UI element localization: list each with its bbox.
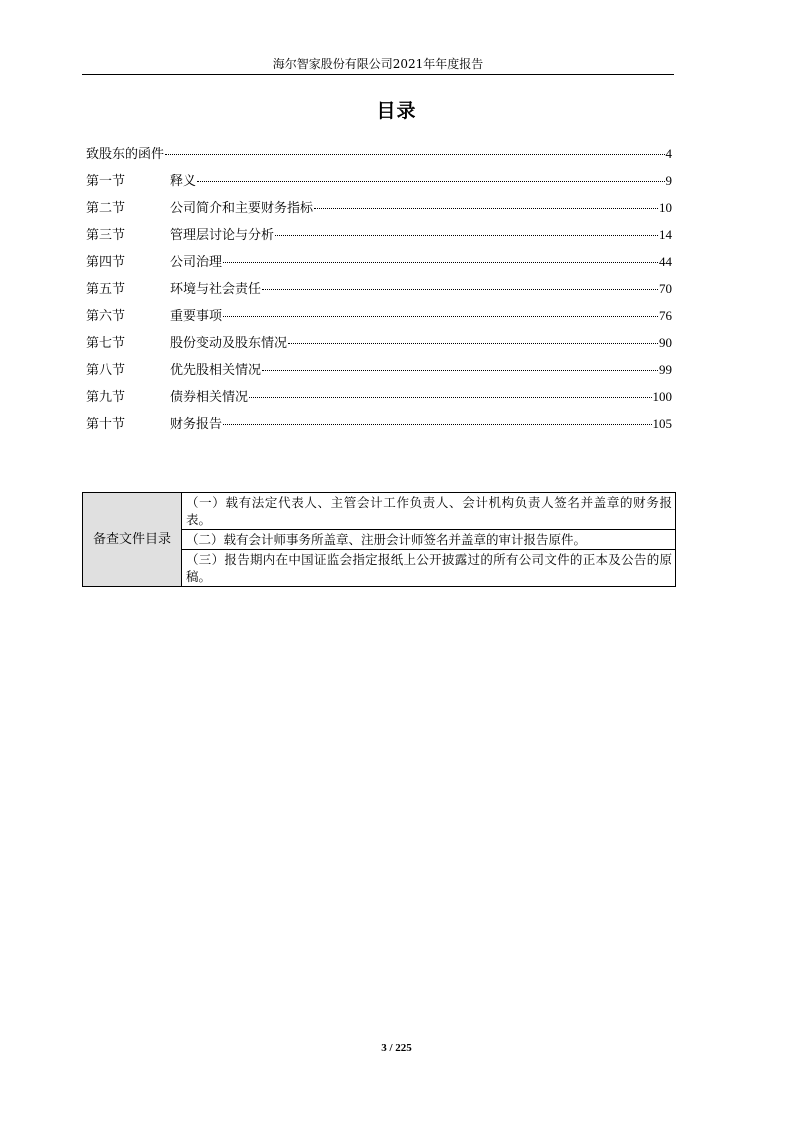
toc-leader-dots [262,370,658,371]
table-row [83,493,676,530]
toc-leader-dots [249,397,651,398]
table-of-contents [86,145,672,442]
toc-entry-page: 10 [659,200,672,215]
toc-entry[interactable] [86,388,672,415]
toc-entry-title: 财务报告 [170,417,223,432]
page-number: 3 / 225 [381,1042,412,1054]
toc-entry-page: 70 [659,281,672,296]
page-header [82,54,674,75]
toc-leader-dots [262,289,658,290]
toc-leader-dots [223,316,658,317]
toc-entry-title: 致股东的函件 [86,147,165,162]
toc-entry[interactable] [86,307,672,334]
toc-entry[interactable] [86,280,672,307]
toc-entry-title: 优先股相关情况 [170,363,262,378]
reference-documents-label: 备查文件目录 [83,493,182,587]
toc-entry-title: 释义 [170,174,197,189]
toc-entry-section: 第二节 [86,201,126,216]
toc-entry-title: 债券相关情况 [170,390,249,405]
toc-entry-title: 环境与社会责任 [170,282,262,297]
toc-entry-section: 第四节 [86,255,126,270]
toc-entry-title: 公司简介和主要财务指标 [170,201,314,216]
toc-entry-page: 90 [659,335,672,350]
toc-entry-section: 第九节 [86,390,126,405]
toc-entry-page: 99 [659,362,672,377]
reference-documents-table [82,492,676,587]
toc-entry-page: 76 [659,308,672,323]
toc-entry-title: 管理层讨论与分析 [170,228,275,243]
toc-leader-dots [314,208,658,209]
header-text: 海尔智家股份有限公司2021年年度报告 [272,57,484,71]
toc-entry-page: 14 [659,227,672,242]
toc-leader-dots [288,343,658,344]
reference-document-item: （三）报告期内在中国证监会指定报纸上公开披露过的所有公司文件的正本及公告的原稿。 [182,550,676,587]
toc-entry[interactable] [86,361,672,388]
toc-entry-section: 第六节 [86,309,126,324]
toc-leader-dots [165,154,664,155]
toc-leader-dots [223,262,658,263]
toc-entry[interactable] [86,253,672,280]
toc-leader-dots [223,424,651,425]
toc-entry-title: 重要事项 [170,309,223,324]
toc-leader-dots [275,235,658,236]
toc-entry-section: 第三节 [86,228,126,243]
page-title: 目录 [376,100,417,122]
toc-entry-page: 44 [659,254,672,269]
toc-entry[interactable] [86,226,672,253]
toc-entry-page: 9 [665,173,672,188]
toc-entry[interactable] [86,415,672,442]
toc-entry-section: 第一节 [86,174,126,189]
toc-entry[interactable] [86,145,672,172]
reference-document-item: （二）载有会计师事务所盖章、注册会计师签名并盖章的审计报告原件。 [182,530,676,550]
toc-entry-section: 第八节 [86,363,126,378]
toc-leader-dots [197,181,664,182]
toc-entry-page: 4 [665,146,672,161]
reference-document-item: （一）载有法定代表人、主管会计工作负责人、会计机构负责人签名并盖章的财务报表。 [182,493,676,530]
toc-entry-title: 公司治理 [170,255,223,270]
toc-entry-section: 第五节 [86,282,126,297]
toc-entry[interactable] [86,334,672,361]
toc-entry-page: 100 [652,389,672,404]
toc-entry-section: 第七节 [86,336,126,351]
toc-entry-section: 第十节 [86,417,126,432]
toc-entry[interactable] [86,172,672,199]
toc-entry-title: 股份变动及股东情况 [170,336,288,351]
toc-entry-page: 105 [652,416,672,431]
toc-entry[interactable] [86,199,672,226]
